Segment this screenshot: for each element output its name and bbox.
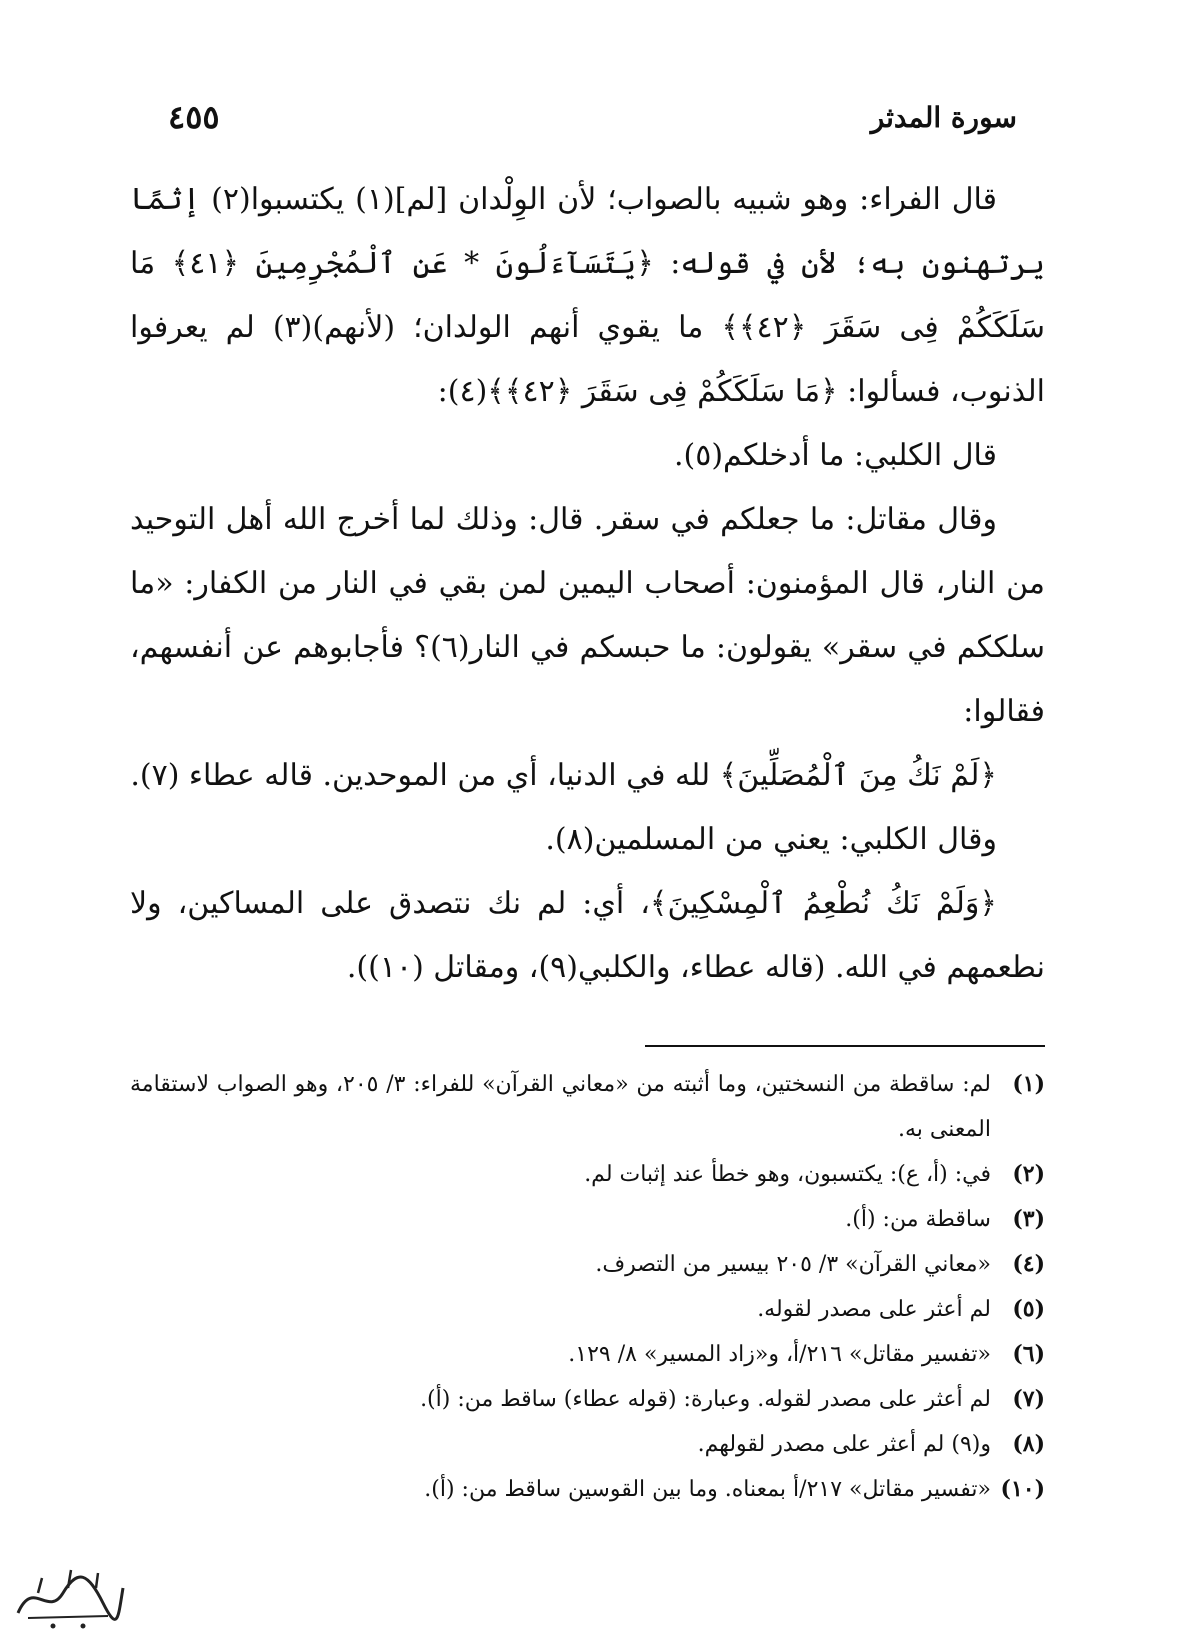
footnote-text: لم: ساقطة من النسختين، وما أثبته من «معاني القرآن» للفراء: ٣/ ٢٠٥، وهو الصواب لاستقامة المعنى به. — [130, 1072, 991, 1142]
footnotes — [130, 1062, 1045, 1512]
footnote — [130, 1377, 1045, 1422]
paragraph: وقال الكلبي: يعني من المسلمين(٨). — [545, 822, 997, 857]
page-number: ٤٥٥ — [168, 98, 220, 136]
footnote-text: ساقطة من: (أ). — [845, 1207, 991, 1232]
footnote-number: (٤) — [1012, 1251, 1045, 1277]
page-header — [168, 92, 1017, 142]
paragraph: ﴿وَلَمْ نَكُ نُطْعِمُ ٱلْمِسْكِينَ﴾، أي: لم نك نتصدق على المساكين، ولا نطعمهم في الله. (قاله عطاء، والكلبي(٩)، ومقاتل (١٠)). — [130, 886, 1045, 985]
footnote-number: (١٠) — [1000, 1476, 1045, 1502]
footnote-text: «معاني القرآن» ٣/ ٢٠٥ بيسير من التصرف. — [595, 1252, 991, 1277]
main-text — [130, 168, 1045, 1000]
footnote — [130, 1287, 1045, 1332]
footnote-number: (٨) — [1012, 1431, 1045, 1457]
footnote-text: «تفسير مقاتل» ٢١٦/أ، و«زاد المسير» ٨/ ١٢٩. — [568, 1342, 991, 1367]
footnote — [130, 1242, 1045, 1287]
surah-title: سورة المدثر — [870, 100, 1017, 134]
footnote-number: (٣) — [1012, 1206, 1045, 1232]
footnote — [130, 1467, 1045, 1512]
footnote-text: لم أعثر على مصدر لقوله. وعبارة: (قوله عطاء) ساقط من: (أ). — [420, 1387, 991, 1412]
footnote — [130, 1197, 1045, 1242]
footnote-text: لم أعثر على مصدر لقوله. — [757, 1297, 991, 1322]
paragraph: قال الكلبي: ما أدخلكم(٥). — [673, 438, 997, 473]
footnote — [130, 1062, 1045, 1152]
footnote — [130, 1332, 1045, 1377]
footnote-divider — [645, 1045, 1045, 1047]
seal-mark — [8, 1558, 128, 1638]
footnote-text: و(٩) لم أعثر على مصدر لقولهم. — [697, 1432, 991, 1457]
paragraph: قال الفراء: وهو شبيه بالصواب؛ لأن الوِلْدان [لم](١) يكتسبوا(٢) إثمًا يرتهنون به؛ لأن في قوله: ﴿يَتَسَآءَلُونَ * عَنِ ٱلْمُجْرِمِينَ ﴿٤١﴾ مَا سَلَكَكُمْ فِى سَقَرَ ﴿٤٢﴾﴾ ما يقوي أنهم الولدان؛ (لأنهم)(٣) لم يعرفوا الذنوب، فسألوا: ﴿مَا سَلَكَكُمْ فِى سَقَرَ ﴿٤٢﴾﴾(٤): — [130, 182, 1046, 409]
paragraph: ﴿لَمْ نَكُ مِنَ ٱلْمُصَلِّينَ﴾ لله في الدنيا، أي من الموحدين. قاله عطاء (٧). — [130, 758, 997, 793]
footnote-number: (١) — [1012, 1071, 1045, 1097]
footnote — [130, 1152, 1045, 1197]
footnote — [130, 1422, 1045, 1467]
footnote-number: (٦) — [1012, 1341, 1045, 1367]
footnote-text: في: (أ، ع): يكتسبون، وهو خطأ عند إثبات لم. — [584, 1162, 991, 1187]
footnote-text: «تفسير مقاتل» ٢١٧/أ بمعناه. وما بين القوسين ساقط من: (أ). — [424, 1477, 991, 1502]
footnote-number: (٢) — [1012, 1161, 1045, 1187]
footnote-number: (٥) — [1012, 1296, 1045, 1322]
calligraphy-seal-logo — [8, 1558, 128, 1638]
footnote-number: (٧) — [1012, 1386, 1045, 1412]
paragraph: وقال مقاتل: ما جعلكم في سقر. قال: وذلك لما أخرج الله أهل التوحيد من النار، قال المؤمنون: أصحاب اليمين لمن بقي في النار من الكفار: «ما سلككم في سقر» يقولون: ما حبسكم في النار(٦)؟ فأجابوهم عن أنفسهم، فقالوا: — [130, 502, 1045, 729]
